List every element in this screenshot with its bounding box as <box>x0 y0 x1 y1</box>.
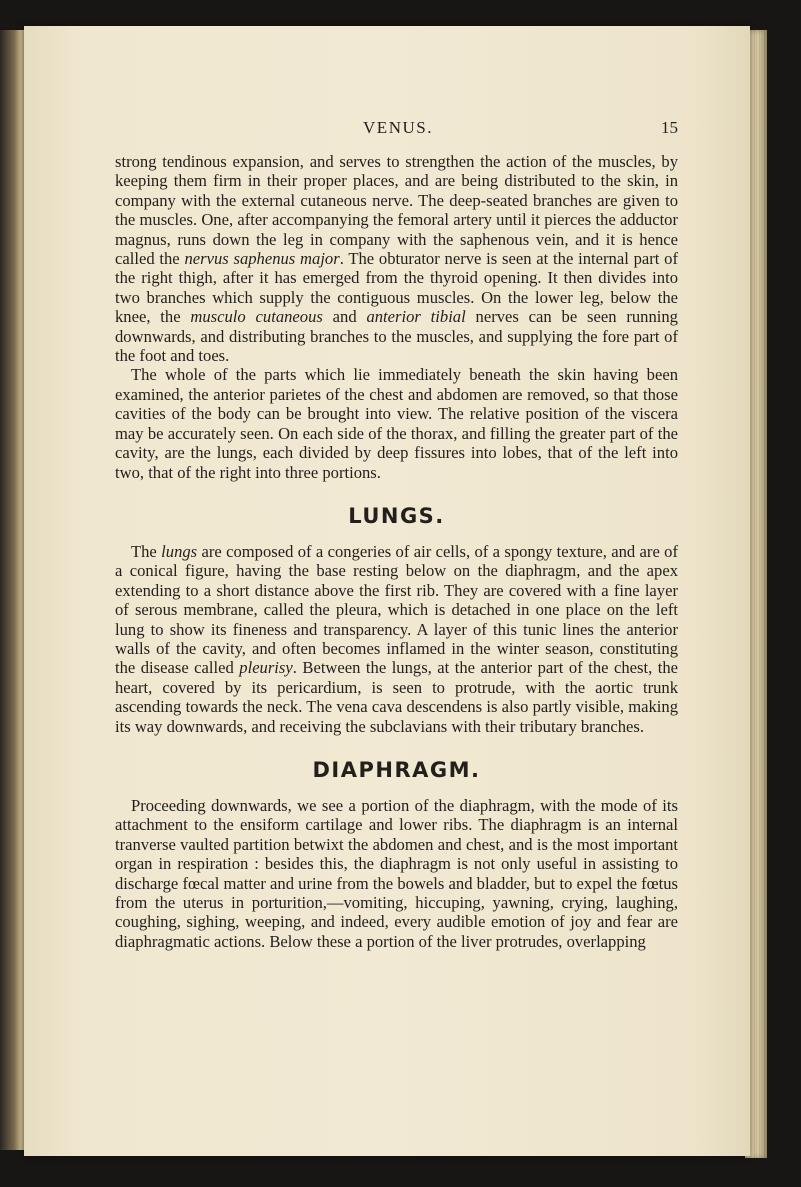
paragraph-lungs: The lungs are composed of a congeries of air cells, of a spongy texture, and are of a conical figure, having the base resting below on the diaphragm, and the apex extending to a short distance above the first rib. They are covered with a fine layer of serous membrane, called the pleura, which is detached in one place on the left lung to show its fineness and transparency. A layer of this tunic lines the anterior walls of the cavity, and often becomes inflamed in the winter season, constituting the disease called pleurisy. Between the lungs, at the anterior part of the chest, the heart, covered by its pericardium, is seen to protrude, with the aortic trunk ascending towards the neck. The vena cava descendens is also partly visible, making its way downwards, and receiving the subclavians with their tributary branches. <box>115 541 678 736</box>
italic-term: pleurisy <box>239 658 293 678</box>
book-page <box>24 26 750 1156</box>
paragraph-nerves: strong tendinous expansion, and serves to strengthen the action of the muscles, by keeping them firm in their proper places, and are being distributed to the skin, in company with the external cutaneous nerve. The deep-seated branches are given to the muscles. One, after accompanying the femoral artery until it pierces the adductor magnus, runs down the leg in company with the saphenous vein, and it is hence called the nervus saphenus major. The obturator nerve is seen at the internal part of the right thigh, after it has emerged from the thyroid opening. It then divides into two branches which supply the contiguous muscles. On the lower leg, below the knee, the musculo cutaneous and anterior tibial nerves can be seen running downwards, and distributing branches to the muscles, and supplying the fore part of the foot and toes. <box>115 152 678 366</box>
italic-term: lungs <box>161 541 198 561</box>
running-head: VENUS. <box>363 118 433 137</box>
page-number: 15 <box>660 118 678 137</box>
section-heading-lungs: LUNGS. <box>348 503 445 528</box>
page-text <box>115 118 678 951</box>
paragraph-diaphragm: Proceeding downwards, we see a portion of the diaphragm, with the mode of its attachment to the ensiform cartilage and lower ribs. The diaphragm is an internal tranverse vaulted partition betwixt the abdomen and chest, and is the most important organ in respiration : besides this, the diaphragm is not only useful in assisting to discharge fœcal matter and urine from the bowels and bladder, but to expel the fœtus from the uterus in porturition,—vomiting, hiccuping, yawning, crying, laughing, coughing, sighing, weeping, and indeed, every audible emotion of joy and fear are diaphragmatic actions. Below these a portion of the liver protrudes, overlapping <box>115 795 678 951</box>
section-heading-diaphragm: DIAPHRAGM. <box>312 757 481 782</box>
italic-term: nervus saphenus major <box>184 249 340 269</box>
paragraph-viscera: The whole of the parts which lie immediately beneath the skin having been examined, the anterior parietes of the chest and abdomen are removed, so that those cavities of the body can be brought into view. The relative position of the viscera may be accurately seen. On each side of the thorax, and filling the greater part of the cavity, are the lungs, each divided by deep fissures into lobes, that of the left into two, that of the right into three portions. <box>115 365 678 482</box>
italic-term: anterior tibial <box>366 307 466 327</box>
page-header <box>115 118 678 144</box>
book-spine-edge <box>0 30 26 1150</box>
italic-term: musculo cutaneous <box>190 307 323 327</box>
